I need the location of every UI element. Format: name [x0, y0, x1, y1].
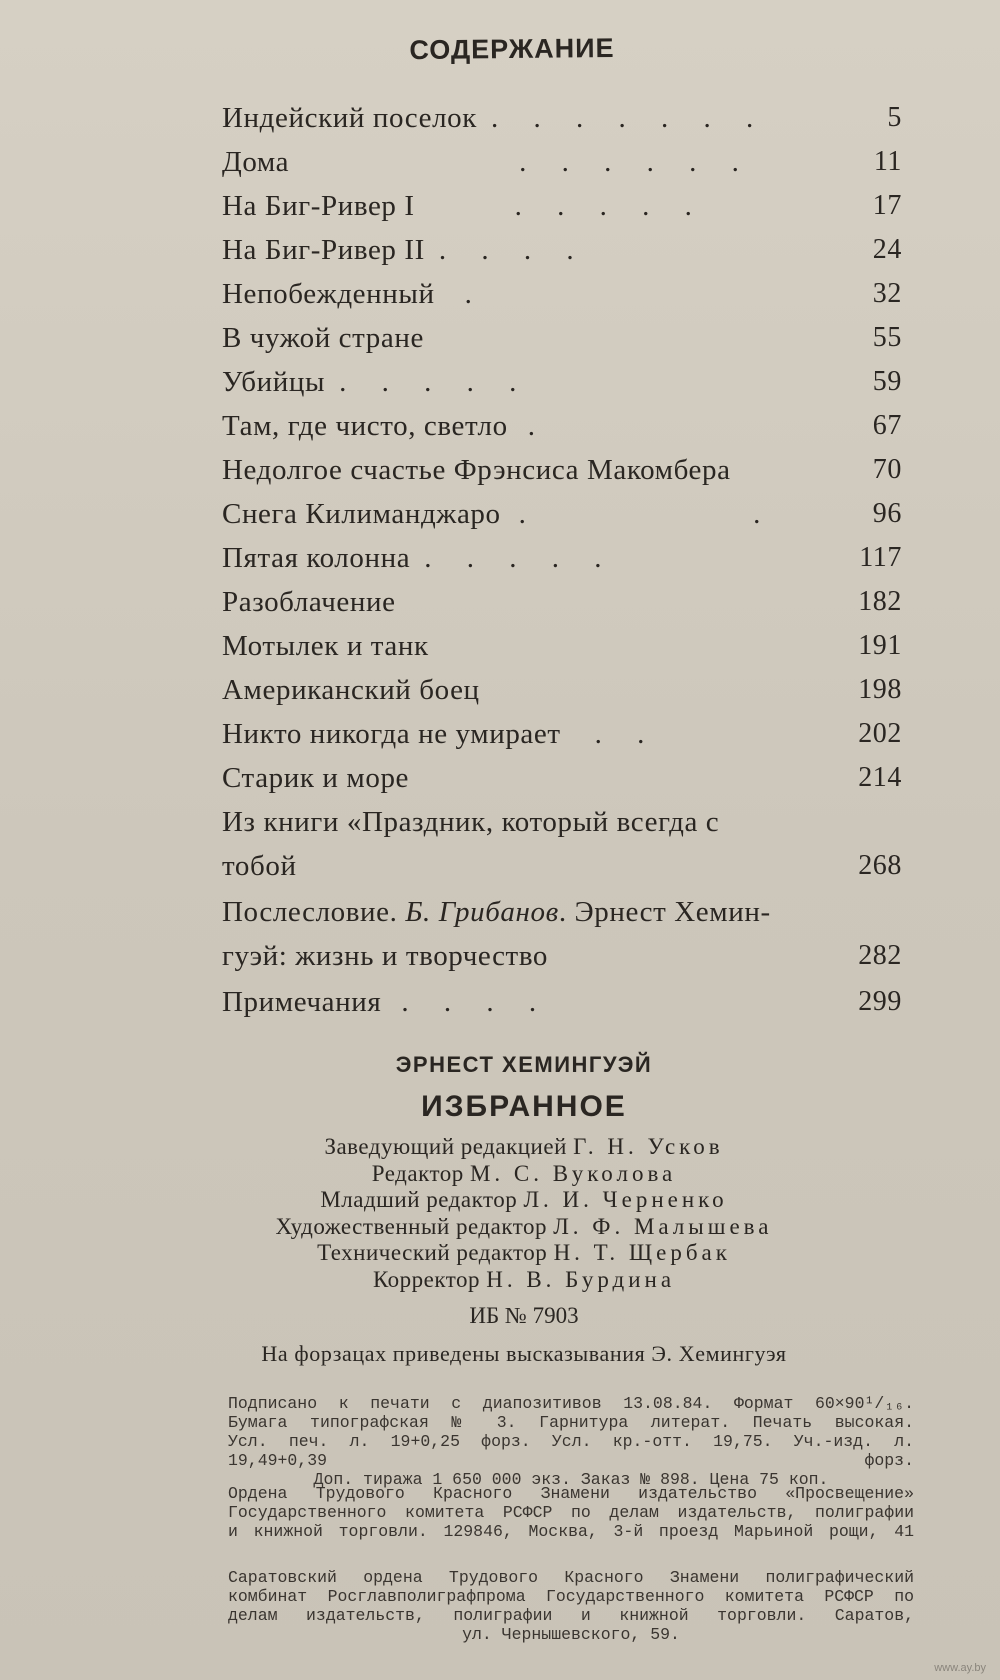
toc-entry-title: Пятая колонна . . . . . [222, 542, 616, 574]
toc-entry-title: Никто никогда не умирает . . [222, 718, 659, 750]
toc-entry-title: Там, где чисто, светло . [222, 410, 549, 442]
toc-entry-page: 59 [872, 366, 902, 397]
toc-entry-page: 198 [858, 674, 902, 705]
credit-line: Младший редактор Л. И. Черненко [320, 1187, 728, 1212]
toc-entry-page: 117 [859, 542, 902, 573]
toc-entry [222, 184, 902, 228]
toc-entry-page: 214 [858, 762, 902, 793]
toc-entry [222, 492, 902, 536]
toc-entry-title: Мотылек и танк [222, 630, 429, 662]
toc-entry-page: 55 [872, 322, 902, 353]
toc-entry [222, 536, 902, 580]
toc-entry-page: 96 [872, 498, 902, 529]
toc-entry-page: 32 [872, 278, 902, 309]
toc-entry-title: На Биг-Ривер II . . . . [222, 234, 588, 266]
credit-line: Редактор М. С. Вуколова [371, 1160, 677, 1186]
toc-entry-title-cont: гуэй: жизнь и творчество [222, 940, 549, 972]
toc-entry-page: 202 [858, 718, 902, 749]
toc-entry [222, 448, 902, 492]
toc-entry-multiline-cont [222, 934, 902, 980]
toc-entry-page: 282 [858, 940, 902, 971]
toc-entry-page: 5 [887, 102, 902, 133]
toc-entry-title: Из книги «Праздник, который всегда с [222, 806, 720, 838]
toc-entry [222, 272, 902, 316]
imprint-line: Доп. тиража 1 650 000 экз. Заказ № 898. Цена 75 коп. [313, 1470, 829, 1489]
toc-entry-title: Индейский поселок . . . . . . . [222, 102, 768, 134]
toc-entry-page: 182 [858, 586, 902, 617]
toc-entry [222, 404, 902, 448]
toc-entry-title: Разоблачение [222, 586, 396, 618]
toc-entry [222, 580, 902, 624]
toc-entry [222, 756, 902, 800]
print-details [228, 1394, 914, 1489]
watermark: www.ay.by [934, 1662, 986, 1674]
credits [24, 1134, 1000, 1293]
toc-entry [222, 316, 902, 360]
imprint-line: Усл. печ. л. 19+0,25 форз. Усл. кр.-отт. 19,75. Уч.-изд. л. 19,49+0,39 форз. [228, 1432, 914, 1470]
toc-entry-title: Американский боец [222, 674, 480, 706]
imprint-line: Подписано к печати с диапозитивов 13.08.84. Формат 60×90¹/₁₆. [228, 1394, 914, 1413]
toc-entry-page: 17 [872, 190, 902, 221]
credit-line: Корректор Н. В. Бурдина [372, 1266, 676, 1292]
toc-entry-title: Убийцы . . . . . [222, 366, 531, 398]
toc-entry-title: Снега Килиманджаро . . [222, 498, 871, 530]
toc-entry-page: 24 [872, 234, 902, 265]
toc-entry [222, 712, 902, 756]
author-name: ЭРНЕСТ ХЕМИНГУЭЙ [395, 1052, 653, 1077]
imprint-line: Ордена Трудового Красного Знамени издательство «Просвещение» [228, 1484, 914, 1503]
credit-line: Технический редактор Н. Т. Щербак [317, 1240, 731, 1265]
toc-entry [222, 96, 902, 140]
toc-entry [222, 140, 902, 184]
toc-entry-title: В чужой стране [222, 322, 424, 354]
printer-details [228, 1568, 914, 1644]
book-title: ИЗБРАННОЕ [421, 1090, 627, 1123]
toc-entry-title: Послесловие. Б. Грибанов. Эрнест Хемин- [222, 896, 771, 928]
endpaper-note: На форзацах приведены высказывания Э. Хемингуэя [261, 1341, 787, 1366]
toc-entry-title: Дома . . . . . . [222, 146, 753, 178]
publisher-details [228, 1484, 914, 1541]
toc-entry-page: 70 [872, 454, 902, 485]
imprint-line: и книжной торговли. 129846, Москва, 3-й проезд Марьиной рощи, 41 [228, 1522, 914, 1541]
toc-entry-title-cont: тобой [222, 850, 297, 882]
toc-entry-multiline [222, 800, 902, 844]
toc-entry-page: 299 [858, 986, 902, 1017]
imprint-line: Государственного комитета РСФСР по делам издательств, полиграфии [228, 1503, 914, 1522]
ib-number: ИБ № 7903 [469, 1303, 579, 1328]
imprint-line: делам издательств, полиграфии и книжной торговли. Саратов, [228, 1606, 914, 1625]
toc-entry-title: Примечания . . . . [222, 986, 551, 1018]
imprint-line: ул. Чернышевского, 59. [462, 1625, 680, 1644]
imprint-line: Саратовский ордена Трудового Красного Знамени полиграфический [228, 1568, 914, 1587]
imprint-line: комбинат Росглавполиграфпрома Государственного комитета РСФСР по [228, 1587, 914, 1606]
toc-entry-page: 191 [858, 630, 902, 661]
toc-entry-title: Старик и море [222, 762, 410, 794]
toc-entry-title: Недолгое счастье Фрэнсиса Макомбера [222, 454, 731, 486]
toc-entry-title: На Биг-Ривер I . . . . . [222, 190, 706, 222]
table-of-contents [222, 96, 902, 1024]
toc-entry [222, 668, 902, 712]
contents-heading: СОДЕРЖАНИЕ [409, 32, 615, 66]
toc-entry-multiline [222, 890, 902, 934]
toc-entry [222, 624, 902, 668]
toc-entry-page: 67 [872, 410, 902, 441]
toc-entry-title: Непобежденный . [222, 278, 486, 310]
toc-entry-page: 11 [873, 146, 902, 177]
credit-line: Заведующий редакцией Г. Н. Усков [324, 1134, 724, 1159]
colophon [0, 1052, 1000, 1367]
imprint-line: Бумага типографская № 3. Гарнитура литерат. Печать высокая. [228, 1413, 914, 1432]
toc-entry-page: 268 [858, 850, 902, 881]
credit-line: Художественный редактор Л. Ф. Малышева [275, 1213, 773, 1239]
toc-entry [222, 980, 902, 1024]
toc-entry [222, 228, 902, 272]
toc-entry-multiline-cont [222, 844, 902, 890]
toc-entry [222, 360, 902, 404]
